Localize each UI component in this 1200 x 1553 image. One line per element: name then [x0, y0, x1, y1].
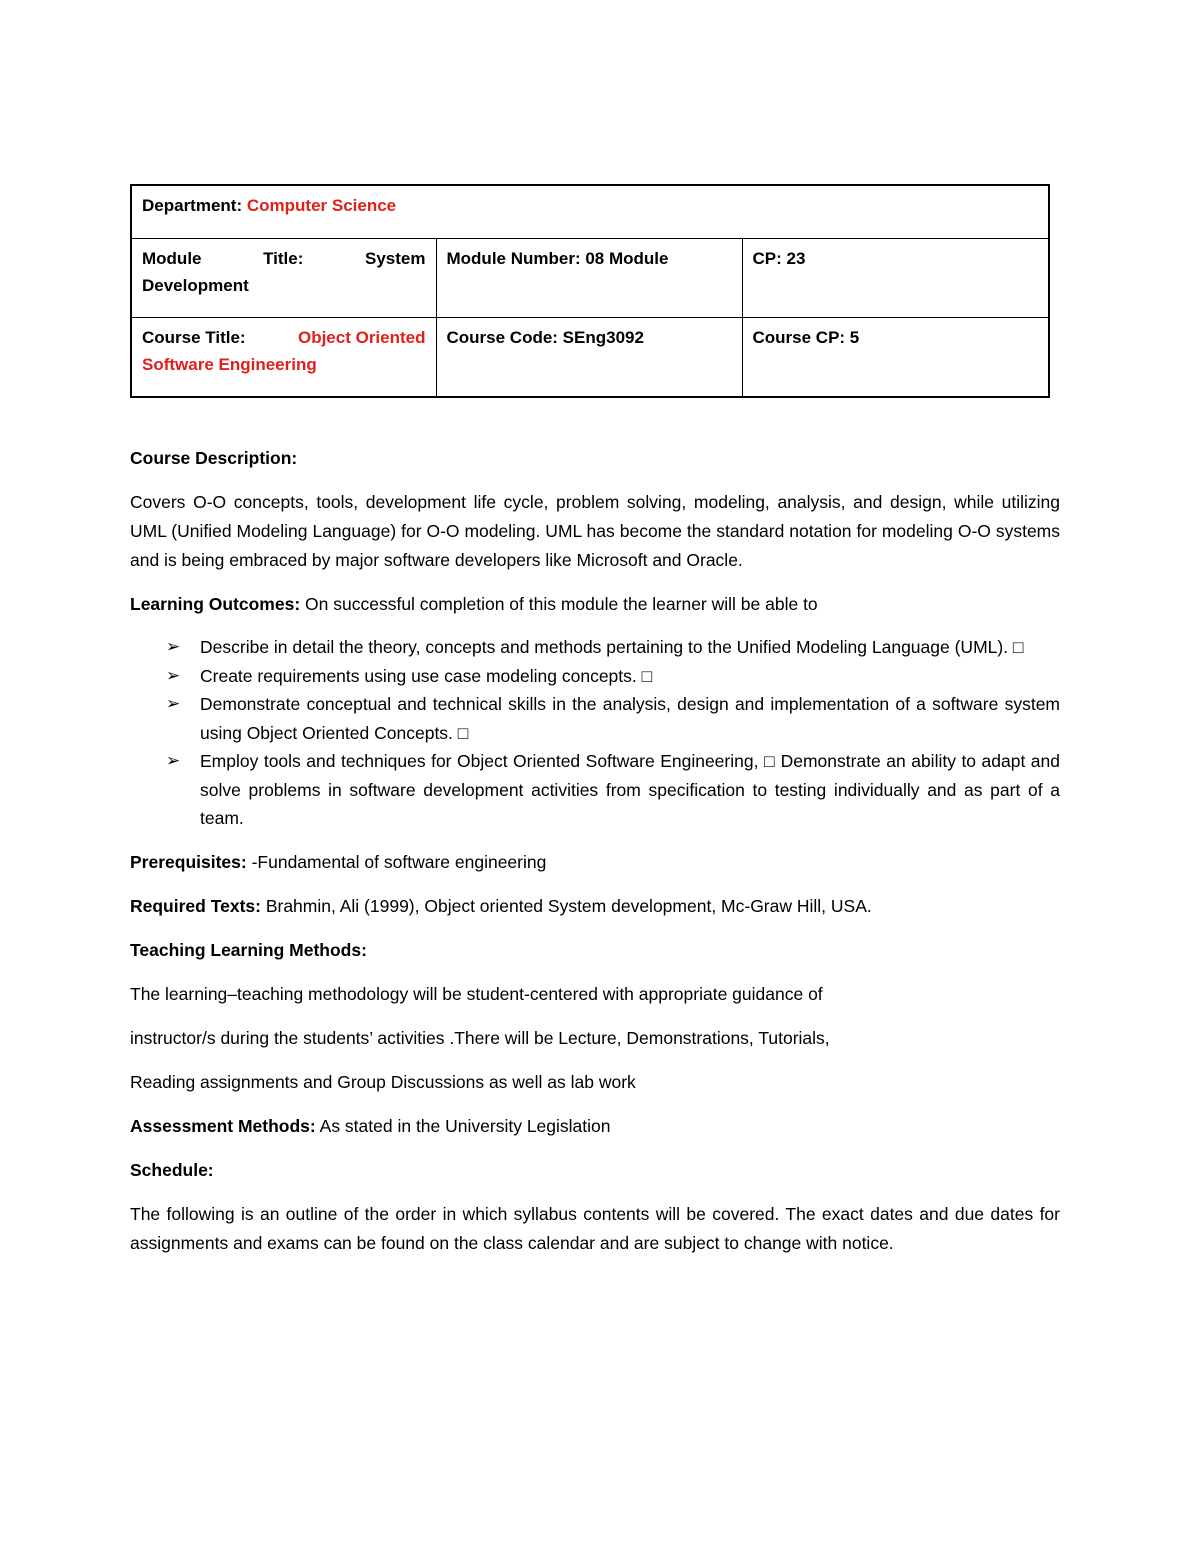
schedule-heading: Schedule: — [130, 1159, 214, 1180]
list-item — [130, 747, 1060, 833]
module-row — [131, 239, 1049, 318]
required-texts-value: Brahmin, Ali (1999), Object oriented System development, Mc-Graw Hill, USA. — [260, 895, 872, 916]
learning-outcomes-list — [130, 633, 1060, 833]
teaching-methods-line-3: Reading assignments and Group Discussions as well as lab work — [130, 1071, 636, 1092]
arrow-bullet-icon: ➢ — [166, 694, 181, 713]
learning-outcomes-intro-text: On successful completion of this module the learner will be able to — [300, 594, 818, 614]
course-title-label: Course Title: — [142, 328, 246, 347]
assessment-methods-label: Assessment Methods: — [130, 1115, 316, 1136]
course-cp-cell: Course CP: 5 — [742, 318, 1049, 398]
course-row — [131, 318, 1049, 398]
module-title-value-1: System — [365, 249, 426, 268]
course-info-table — [130, 184, 1050, 398]
module-title-cell — [131, 239, 436, 318]
prerequisites-label: Prerequisites: — [130, 851, 247, 872]
syllabus-page — [130, 184, 1060, 1258]
teaching-methods-heading: Teaching Learning Methods: — [130, 939, 367, 960]
course-title-value-2: Software Engineering — [142, 355, 317, 374]
list-item — [130, 662, 1060, 691]
arrow-bullet-icon: ➢ — [166, 637, 181, 656]
module-number-cell: Module Number: 08 Module — [436, 239, 742, 318]
outcome-text: Demonstrate conceptual and technical skills in the analysis, design and implementation of a software system using Object Oriented Concepts. □ — [200, 694, 1060, 743]
outcome-text: Create requirements using use case modeling concepts. □ — [200, 665, 653, 686]
department-label: Department: — [142, 196, 243, 215]
module-title-value-2: Development — [142, 276, 249, 295]
course-title-value-1: Object Oriented — [297, 328, 426, 347]
assessment-methods — [130, 1112, 1060, 1141]
cp-cell: CP: 23 — [742, 239, 1049, 318]
learning-outcomes-label: Learning Outcomes: — [130, 594, 301, 614]
prerequisites — [130, 848, 1060, 877]
arrow-bullet-icon: ➢ — [166, 665, 181, 685]
module-title-label: Module — [142, 249, 202, 268]
department-cell — [131, 185, 1049, 239]
course-title-cell — [131, 318, 436, 398]
syllabus-body — [130, 444, 1060, 1258]
teaching-methods-line-1: The learning–teaching methodology will be student-centered with appropriate guidance of — [130, 983, 823, 1004]
arrow-bullet-icon: ➢ — [166, 751, 181, 770]
list-item — [130, 690, 1060, 747]
outcome-text: Employ tools and techniques for Object Oriented Software Engineering, □ Demonstrate an ability to adapt and solve problems in software development activities from specification to testing individually and as part of a team. — [200, 751, 1060, 828]
department-value: Computer Science — [246, 196, 397, 215]
teaching-methods-line-2: instructor/s during the students’ activities .There will be Lecture, Demonstrations, Tutorials, — [130, 1027, 830, 1048]
prerequisites-value: -Fundamental of software engineering — [246, 851, 547, 872]
course-code-cell: Course Code: SEng3092 — [436, 318, 742, 398]
required-texts-label: Required Texts: — [130, 895, 261, 916]
required-texts — [130, 892, 1060, 921]
module-title-word: Title: — [263, 249, 304, 268]
assessment-methods-value: As stated in the University Legislation — [315, 1115, 611, 1136]
outcome-text: Describe in detail the theory, concepts and methods pertaining to the Unified Modeling Language (UML). □ — [200, 637, 1024, 657]
schedule-text: The following is an outline of the order in which syllabus contents will be covered. The exact dates and due dates for assignments and exams can be found on the class calendar and are subject to change with notice. — [130, 1203, 1060, 1253]
course-description-text: Covers O-O concepts, tools, development life cycle, problem solving, modeling, analysis, and design, while utilizing UML (Unified Modeling Language) for O-O modeling. UML has become the standard notation for modeling O-O systems and is being embraced by major software developers like Microsoft and Oracle. — [130, 492, 1060, 570]
list-item — [130, 633, 1060, 662]
learning-outcomes-intro — [130, 590, 1060, 619]
department-row — [131, 185, 1049, 239]
course-description-heading: Course Description: — [130, 448, 298, 468]
